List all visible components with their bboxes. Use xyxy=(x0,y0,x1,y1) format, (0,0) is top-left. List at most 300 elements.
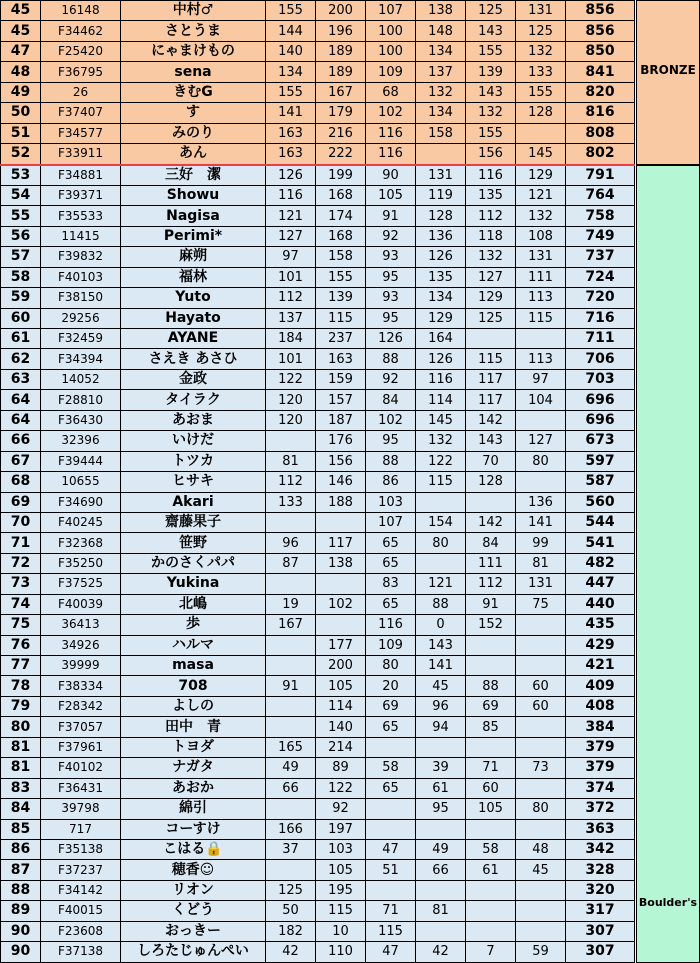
score-cell: 65 xyxy=(366,553,416,573)
name-cell: かのさくパパ xyxy=(121,553,266,573)
rank-cell: 70 xyxy=(1,512,41,532)
score-cell xyxy=(266,696,316,716)
score-cell: 128 xyxy=(416,206,466,226)
member-id-cell: F34577 xyxy=(41,123,121,143)
name-cell: Hayato xyxy=(121,308,266,328)
total-cell: 816 xyxy=(566,103,635,123)
table-row xyxy=(1,21,635,41)
name-cell: おっきー xyxy=(121,921,266,941)
total-cell: 429 xyxy=(566,635,635,655)
total-cell: 435 xyxy=(566,615,635,635)
table-row xyxy=(1,308,635,328)
total-cell: 856 xyxy=(566,21,635,41)
rank-cell: 49 xyxy=(1,82,41,102)
score-cell: 121 xyxy=(516,185,566,205)
total-cell: 379 xyxy=(566,758,635,778)
score-cell xyxy=(266,512,316,532)
score-cell: 122 xyxy=(266,369,316,389)
score-cell: 91 xyxy=(366,206,416,226)
score-cell: 131 xyxy=(516,247,566,267)
score-cell xyxy=(416,921,466,941)
score-cell: 69 xyxy=(466,696,516,716)
score-cell: 42 xyxy=(266,942,316,962)
table-row xyxy=(1,696,635,716)
total-cell: 544 xyxy=(566,512,635,532)
name-cell: さとうま xyxy=(121,21,266,41)
table-row xyxy=(1,615,635,635)
score-cell: 101 xyxy=(266,267,316,287)
score-cell: 60 xyxy=(516,676,566,696)
rank-cell: 78 xyxy=(1,676,41,696)
total-cell: 764 xyxy=(566,185,635,205)
score-cell xyxy=(266,656,316,676)
score-cell: 176 xyxy=(316,431,366,451)
score-cell: 131 xyxy=(516,1,566,21)
table-row xyxy=(1,247,635,267)
table-row xyxy=(1,512,635,532)
name-cell: 三好 潔 xyxy=(121,165,266,186)
score-cell: 61 xyxy=(416,778,466,798)
total-cell: 317 xyxy=(566,901,635,921)
score-cell: 115 xyxy=(466,349,516,369)
rank-cell: 87 xyxy=(1,860,41,880)
score-cell xyxy=(516,410,566,430)
score-cell: 145 xyxy=(416,410,466,430)
score-cell: 141 xyxy=(266,103,316,123)
name-cell: Akari xyxy=(121,492,266,512)
score-cell: 80 xyxy=(366,656,416,676)
total-cell: 560 xyxy=(566,492,635,512)
name-cell: 北嶋 xyxy=(121,594,266,614)
score-cell xyxy=(466,880,516,900)
total-cell: 716 xyxy=(566,308,635,328)
score-cell: 142 xyxy=(466,410,516,430)
score-cell: 155 xyxy=(516,82,566,102)
score-cell: 156 xyxy=(316,451,366,471)
score-cell: 126 xyxy=(416,247,466,267)
total-cell: 320 xyxy=(566,880,635,900)
score-cell: 140 xyxy=(316,717,366,737)
name-cell: す xyxy=(121,103,266,123)
score-cell: 127 xyxy=(466,267,516,287)
score-cell xyxy=(466,737,516,757)
score-cell: 144 xyxy=(266,21,316,41)
score-cell: 145 xyxy=(516,144,566,165)
score-cell xyxy=(516,656,566,676)
score-cell xyxy=(466,635,516,655)
rank-cell: 81 xyxy=(1,737,41,757)
name-cell: 中村♂ xyxy=(121,1,266,21)
member-id-cell: F34394 xyxy=(41,349,121,369)
score-cell: 104 xyxy=(516,390,566,410)
rank-cell: 45 xyxy=(1,21,41,41)
score-cell: 121 xyxy=(416,574,466,594)
member-id-cell: F23608 xyxy=(41,921,121,941)
score-cell: 113 xyxy=(516,288,566,308)
rank-cell: 54 xyxy=(1,185,41,205)
score-cell: 143 xyxy=(466,82,516,102)
rank-cell: 59 xyxy=(1,288,41,308)
rank-cell: 83 xyxy=(1,778,41,798)
member-id-cell: F40103 xyxy=(41,267,121,287)
score-cell: 71 xyxy=(466,758,516,778)
score-cell: 163 xyxy=(266,144,316,165)
name-cell: 齋藤果子 xyxy=(121,512,266,532)
score-cell xyxy=(516,615,566,635)
score-cell: 134 xyxy=(416,41,466,61)
rank-cell: 67 xyxy=(1,451,41,471)
member-id-cell: F39444 xyxy=(41,451,121,471)
score-cell: 115 xyxy=(316,308,366,328)
table-row xyxy=(1,880,635,900)
table-row xyxy=(1,185,635,205)
total-cell: 856 xyxy=(566,1,635,21)
name-cell: あおか xyxy=(121,778,266,798)
table-row xyxy=(1,123,635,143)
score-cell: 93 xyxy=(366,247,416,267)
rank-cell: 63 xyxy=(1,369,41,389)
score-cell: 188 xyxy=(316,492,366,512)
name-cell: 708 xyxy=(121,676,266,696)
member-id-cell: F32459 xyxy=(41,329,121,349)
rank-cell: 56 xyxy=(1,226,41,246)
score-cell xyxy=(266,431,316,451)
score-cell: 19 xyxy=(266,594,316,614)
score-cell: 50 xyxy=(266,901,316,921)
score-cell: 158 xyxy=(316,247,366,267)
total-cell: 421 xyxy=(566,656,635,676)
score-cell: 126 xyxy=(366,329,416,349)
score-cell: 141 xyxy=(516,512,566,532)
name-cell: こはる🔒 xyxy=(121,839,266,859)
rank-cell: 74 xyxy=(1,594,41,614)
score-cell: 182 xyxy=(266,921,316,941)
score-cell: 131 xyxy=(516,574,566,594)
score-cell: 120 xyxy=(266,390,316,410)
member-id-cell: F40245 xyxy=(41,512,121,532)
member-id-cell: F37237 xyxy=(41,860,121,880)
rank-cell: 57 xyxy=(1,247,41,267)
rank-cell: 64 xyxy=(1,410,41,430)
name-cell: 福林 xyxy=(121,267,266,287)
score-cell xyxy=(366,819,416,839)
score-cell: 58 xyxy=(366,758,416,778)
score-cell: 138 xyxy=(316,553,366,573)
score-cell: 95 xyxy=(366,267,416,287)
member-id-cell: F40015 xyxy=(41,901,121,921)
rank-cell: 80 xyxy=(1,717,41,737)
score-cell xyxy=(466,656,516,676)
score-cell: 166 xyxy=(266,819,316,839)
score-cell: 136 xyxy=(516,492,566,512)
score-cell: 109 xyxy=(366,635,416,655)
score-cell: 73 xyxy=(516,758,566,778)
name-cell: しろたじゅんぺい xyxy=(121,942,266,962)
table-row xyxy=(1,921,635,941)
rank-cell: 64 xyxy=(1,390,41,410)
score-cell xyxy=(516,329,566,349)
rank-cell: 51 xyxy=(1,123,41,143)
score-cell: 132 xyxy=(416,431,466,451)
score-cell xyxy=(416,492,466,512)
score-cell: 120 xyxy=(266,410,316,430)
name-cell: ヒサキ xyxy=(121,472,266,492)
score-cell: 110 xyxy=(316,942,366,962)
name-cell: Showu xyxy=(121,185,266,205)
score-cell: 119 xyxy=(416,185,466,205)
score-cell: 237 xyxy=(316,329,366,349)
table-row xyxy=(1,492,635,512)
member-id-cell: F40102 xyxy=(41,758,121,778)
score-cell: 115 xyxy=(516,308,566,328)
member-id-cell: F34462 xyxy=(41,21,121,41)
score-cell: 102 xyxy=(366,410,416,430)
score-cell: 179 xyxy=(316,103,366,123)
score-cell: 142 xyxy=(466,512,516,532)
total-cell: 758 xyxy=(566,206,635,226)
rank-cell: 90 xyxy=(1,921,41,941)
score-cell: 155 xyxy=(266,1,316,21)
score-cell: 115 xyxy=(366,921,416,941)
rank-cell: 77 xyxy=(1,656,41,676)
score-cell: 116 xyxy=(366,144,416,165)
member-id-cell: F36431 xyxy=(41,778,121,798)
score-cell: 174 xyxy=(316,206,366,226)
score-cell: 135 xyxy=(416,267,466,287)
score-cell: 59 xyxy=(516,942,566,962)
score-cell: 132 xyxy=(466,247,516,267)
table-row xyxy=(1,431,635,451)
score-cell: 83 xyxy=(366,574,416,594)
score-cell xyxy=(416,553,466,573)
rank-cell: 69 xyxy=(1,492,41,512)
member-id-cell: 26 xyxy=(41,82,121,102)
name-cell: 歩 xyxy=(121,615,266,635)
table-row xyxy=(1,799,635,819)
score-cell: 137 xyxy=(266,308,316,328)
score-cell: 164 xyxy=(416,329,466,349)
total-cell: 408 xyxy=(566,696,635,716)
score-cell: 101 xyxy=(266,349,316,369)
name-cell: さえき あさひ xyxy=(121,349,266,369)
score-cell: 167 xyxy=(266,615,316,635)
score-cell: 39 xyxy=(416,758,466,778)
score-cell: 37 xyxy=(266,839,316,859)
rank-cell: 53 xyxy=(1,165,41,186)
score-cell: 155 xyxy=(466,123,516,143)
rank-cell: 90 xyxy=(1,942,41,962)
score-cell: 85 xyxy=(466,717,516,737)
total-cell: 802 xyxy=(566,144,635,165)
table-row xyxy=(1,942,635,962)
rank-cell: 85 xyxy=(1,819,41,839)
score-cell: 103 xyxy=(316,839,366,859)
name-cell: コーすけ xyxy=(121,819,266,839)
total-cell: 379 xyxy=(566,737,635,757)
score-cell: 80 xyxy=(516,799,566,819)
rank-cell: 72 xyxy=(1,553,41,573)
rank-cell: 66 xyxy=(1,431,41,451)
total-cell: 850 xyxy=(566,41,635,61)
total-cell: 791 xyxy=(566,165,635,186)
score-cell: 105 xyxy=(316,676,366,696)
total-cell: 749 xyxy=(566,226,635,246)
rank-cell: 76 xyxy=(1,635,41,655)
table-row xyxy=(1,267,635,287)
member-id-cell: F34690 xyxy=(41,492,121,512)
score-cell: 65 xyxy=(366,594,416,614)
score-cell: 140 xyxy=(266,41,316,61)
table-row xyxy=(1,103,635,123)
name-cell: あおま xyxy=(121,410,266,430)
score-cell: 126 xyxy=(416,349,466,369)
table-row xyxy=(1,144,635,165)
score-cell: 65 xyxy=(366,717,416,737)
score-cell: 109 xyxy=(366,62,416,82)
score-cell: 96 xyxy=(416,696,466,716)
score-cell: 66 xyxy=(266,778,316,798)
member-id-cell: F36430 xyxy=(41,410,121,430)
score-cell: 116 xyxy=(366,615,416,635)
name-cell: きむG xyxy=(121,82,266,102)
score-cell: 187 xyxy=(316,410,366,430)
rank-cell: 75 xyxy=(1,615,41,635)
score-cell: 134 xyxy=(416,103,466,123)
score-cell: 48 xyxy=(516,839,566,859)
score-cell: 95 xyxy=(366,308,416,328)
score-cell xyxy=(466,901,516,921)
score-cell: 69 xyxy=(366,696,416,716)
score-cell xyxy=(316,574,366,594)
score-cell: 7 xyxy=(466,942,516,962)
score-cell: 94 xyxy=(416,717,466,737)
rank-cell: 48 xyxy=(1,62,41,82)
score-cell: 184 xyxy=(266,329,316,349)
score-cell: 137 xyxy=(416,62,466,82)
score-cell xyxy=(466,921,516,941)
rank-cell: 81 xyxy=(1,758,41,778)
score-cell xyxy=(466,492,516,512)
tier-label-boulders: Boulder's xyxy=(638,896,698,909)
score-cell: 66 xyxy=(416,860,466,880)
member-id-cell: F36795 xyxy=(41,62,121,82)
member-id-cell: F38150 xyxy=(41,288,121,308)
member-id-cell: F37961 xyxy=(41,737,121,757)
member-id-cell: 29256 xyxy=(41,308,121,328)
member-id-cell: 11415 xyxy=(41,226,121,246)
score-cell: 81 xyxy=(266,451,316,471)
score-cell: 112 xyxy=(466,206,516,226)
total-cell: 706 xyxy=(566,349,635,369)
score-cell: 133 xyxy=(516,62,566,82)
score-cell: 91 xyxy=(466,594,516,614)
score-cell: 165 xyxy=(266,737,316,757)
score-cell: 116 xyxy=(266,185,316,205)
table-row xyxy=(1,901,635,921)
score-cell: 91 xyxy=(266,676,316,696)
score-cell: 135 xyxy=(466,185,516,205)
table-row xyxy=(1,329,635,349)
total-cell: 328 xyxy=(566,860,635,880)
table-row xyxy=(1,165,635,186)
score-cell: 81 xyxy=(416,901,466,921)
score-cell: 115 xyxy=(316,901,366,921)
total-cell: 307 xyxy=(566,921,635,941)
name-cell: いけだ xyxy=(121,431,266,451)
score-cell: 60 xyxy=(466,778,516,798)
score-cell: 114 xyxy=(416,390,466,410)
score-cell: 117 xyxy=(466,390,516,410)
rank-cell: 62 xyxy=(1,349,41,369)
name-cell: 金政 xyxy=(121,369,266,389)
table-row xyxy=(1,288,635,308)
score-cell xyxy=(416,880,466,900)
table-row xyxy=(1,717,635,737)
score-cell: 133 xyxy=(266,492,316,512)
score-cell xyxy=(416,144,466,165)
score-cell: 167 xyxy=(316,82,366,102)
score-cell: 128 xyxy=(466,472,516,492)
score-cell xyxy=(516,635,566,655)
score-cell xyxy=(416,737,466,757)
score-cell: 152 xyxy=(466,615,516,635)
member-id-cell: F39832 xyxy=(41,247,121,267)
score-cell: 10 xyxy=(316,921,366,941)
score-cell xyxy=(266,574,316,594)
score-cell xyxy=(266,717,316,737)
table-row xyxy=(1,62,635,82)
score-cell: 87 xyxy=(266,553,316,573)
score-cell: 58 xyxy=(466,839,516,859)
score-cell: 102 xyxy=(316,594,366,614)
score-cell: 139 xyxy=(316,288,366,308)
score-cell: 95 xyxy=(416,799,466,819)
member-id-cell: F28810 xyxy=(41,390,121,410)
score-cell: 115 xyxy=(416,472,466,492)
score-cell: 158 xyxy=(416,123,466,143)
total-cell: 696 xyxy=(566,390,635,410)
score-cell: 112 xyxy=(266,472,316,492)
member-id-cell: 10655 xyxy=(41,472,121,492)
score-cell: 100 xyxy=(366,41,416,61)
total-cell: 374 xyxy=(566,778,635,798)
tier-label-bronze: BRONZE xyxy=(640,63,696,77)
score-cell: 168 xyxy=(316,185,366,205)
score-cell: 200 xyxy=(316,1,366,21)
score-cell: 146 xyxy=(316,472,366,492)
total-cell: 597 xyxy=(566,451,635,471)
table-row xyxy=(1,410,635,430)
score-cell: 155 xyxy=(466,41,516,61)
member-id-cell: F35533 xyxy=(41,206,121,226)
name-cell: よしの xyxy=(121,696,266,716)
score-cell: 88 xyxy=(416,594,466,614)
total-cell: 482 xyxy=(566,553,635,573)
score-cell: 97 xyxy=(266,247,316,267)
total-cell: 703 xyxy=(566,369,635,389)
table-row xyxy=(1,819,635,839)
name-cell: sena xyxy=(121,62,266,82)
score-cell: 128 xyxy=(516,103,566,123)
score-cell: 111 xyxy=(466,553,516,573)
score-cell: 132 xyxy=(416,82,466,102)
name-cell: リオン xyxy=(121,880,266,900)
rank-cell: 52 xyxy=(1,144,41,165)
total-cell: 673 xyxy=(566,431,635,451)
name-cell: にゃまけもの xyxy=(121,41,266,61)
rank-cell: 86 xyxy=(1,839,41,859)
name-cell: Yuto xyxy=(121,288,266,308)
